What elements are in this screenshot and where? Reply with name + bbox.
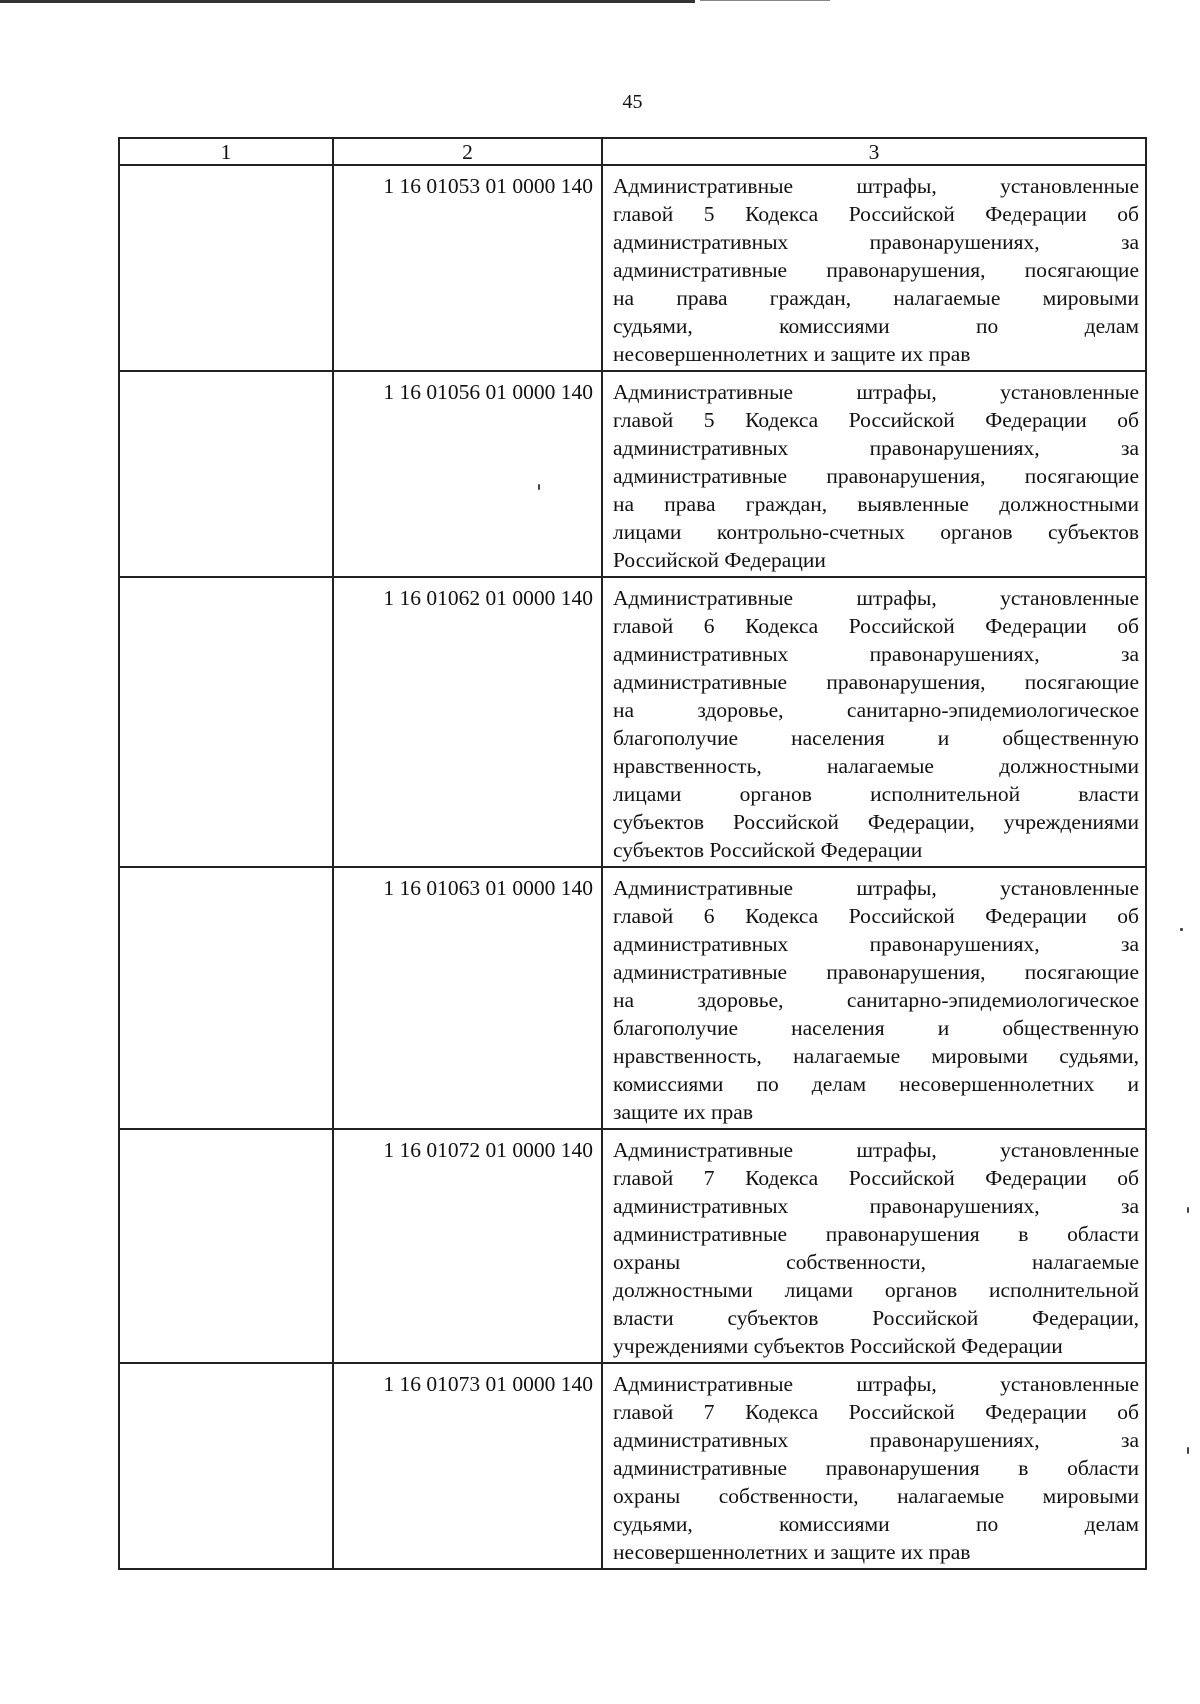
description-line: Административные штрафы, установленные — [613, 876, 1139, 900]
description-line: административные правонарушения в области — [613, 1222, 1139, 1246]
description-line: административные правонарушения, посягающие — [613, 464, 1139, 488]
description-line: главой 5 Кодекса Российской Федерации об — [613, 202, 1139, 226]
table-header-row — [119, 138, 1146, 165]
description-line: несовершеннолетних и защите их прав — [613, 1540, 971, 1564]
admin-cell — [119, 1129, 333, 1363]
description-line: административных правонарушениях, за — [613, 436, 1139, 460]
description-line: учреждениями субъектов Российской Федерации — [613, 1334, 1063, 1358]
description-line: административные правонарушения, посягающие — [613, 670, 1139, 694]
table-row — [119, 371, 1146, 577]
description-cell — [602, 1129, 1146, 1363]
budget-code-cell: 1 16 01053 01 0000 140 — [333, 165, 602, 371]
description-line: Административные штрафы, установленные — [613, 380, 1139, 404]
budget-code-cell: 1 16 01072 01 0000 140 — [333, 1129, 602, 1363]
admin-cell — [119, 1363, 333, 1569]
description-line: главой 6 Кодекса Российской Федерации об — [613, 904, 1139, 928]
description-line: административные правонарушения, посягающие — [613, 960, 1139, 984]
scan-speck — [1180, 928, 1183, 931]
description-line: Административные штрафы, установленные — [613, 174, 1139, 198]
description-line: главой 5 Кодекса Российской Федерации об — [613, 408, 1139, 432]
budget-code-cell: 1 16 01056 01 0000 140 — [333, 371, 602, 577]
description-line: благополучие населения и общественную — [613, 1016, 1139, 1040]
description-line: субъектов Российской Федерации — [613, 838, 923, 862]
scan-speck — [1187, 1447, 1189, 1454]
budget-codes-table — [118, 137, 1147, 1570]
column-header-2: 2 — [333, 138, 602, 165]
admin-cell — [119, 165, 333, 371]
description-line: на права граждан, налагаемые мировыми — [613, 286, 1139, 310]
description-line: административные правонарушения в области — [613, 1456, 1139, 1480]
description-line: административных правонарушениях, за — [613, 642, 1139, 666]
table-row — [119, 577, 1146, 867]
description-line: субъектов Российской Федерации, учреждениями — [613, 810, 1139, 834]
budget-code-cell: 1 16 01063 01 0000 140 — [333, 867, 602, 1129]
description-line: нравственность, налагаемые мировыми судьями, — [613, 1044, 1139, 1068]
budget-code-cell: 1 16 01062 01 0000 140 — [333, 577, 602, 867]
description-line: на права граждан, выявленные должностными — [613, 492, 1139, 516]
description-line: комиссиями по делам несовершеннолетних и — [613, 1072, 1139, 1096]
description-cell — [602, 371, 1146, 577]
description-cell — [602, 577, 1146, 867]
description-line: административные правонарушения, посягающие — [613, 258, 1139, 282]
table-row — [119, 867, 1146, 1129]
table-row — [119, 1363, 1146, 1569]
description-line: административных правонарушениях, за — [613, 1194, 1139, 1218]
description-line: лицами контрольно-счетных органов субъектов — [613, 520, 1139, 544]
page-number: 45 — [622, 91, 643, 113]
description-line: охраны собственности, налагаемые — [613, 1250, 1139, 1274]
description-line: административных правонарушениях, за — [613, 230, 1139, 254]
description-line: должностными лицами органов исполнительной — [613, 1278, 1139, 1302]
description-line: Административные штрафы, установленные — [613, 1138, 1139, 1162]
description-line: Административные штрафы, установленные — [613, 586, 1139, 610]
description-line: судьями, комиссиями по делам — [613, 1512, 1139, 1536]
admin-cell — [119, 577, 333, 867]
admin-cell — [119, 867, 333, 1129]
description-line: благополучие населения и общественную — [613, 726, 1139, 750]
description-cell — [602, 165, 1146, 371]
description-cell — [602, 867, 1146, 1129]
description-line: нравственность, налагаемые должностными — [613, 754, 1139, 778]
description-line: судьями, комиссиями по делам — [613, 314, 1139, 338]
description-line: власти субъектов Российской Федерации, — [613, 1306, 1139, 1330]
scan-edge-line — [0, 0, 695, 3]
budget-code-cell: 1 16 01073 01 0000 140 — [333, 1363, 602, 1569]
description-line: лицами органов исполнительной власти — [613, 782, 1139, 806]
description-line: административных правонарушениях, за — [613, 932, 1139, 956]
description-line: Российской Федерации — [613, 548, 826, 572]
description-line: главой 7 Кодекса Российской Федерации об — [613, 1166, 1139, 1190]
description-line: на здоровье, санитарно-эпидемиологическое — [613, 988, 1139, 1012]
description-line: административных правонарушениях, за — [613, 1428, 1139, 1452]
description-line: защите их прав — [613, 1100, 753, 1124]
description-line: главой 6 Кодекса Российской Федерации об — [613, 614, 1139, 638]
column-header-3: 3 — [602, 138, 1146, 165]
description-line: на здоровье, санитарно-эпидемиологическое — [613, 698, 1139, 722]
description-line: главой 7 Кодекса Российской Федерации об — [613, 1400, 1139, 1424]
column-header-1: 1 — [119, 138, 333, 165]
description-line: Административные штрафы, установленные — [613, 1372, 1139, 1396]
scan-edge-line — [700, 0, 830, 1]
admin-cell — [119, 371, 333, 577]
scan-speck — [538, 484, 540, 490]
scan-speck — [1187, 1207, 1189, 1213]
table-row — [119, 165, 1146, 371]
table-row — [119, 1129, 1146, 1363]
description-line: охраны собственности, налагаемые мировыми — [613, 1484, 1139, 1508]
description-line: несовершеннолетних и защите их прав — [613, 342, 971, 366]
description-cell — [602, 1363, 1146, 1569]
